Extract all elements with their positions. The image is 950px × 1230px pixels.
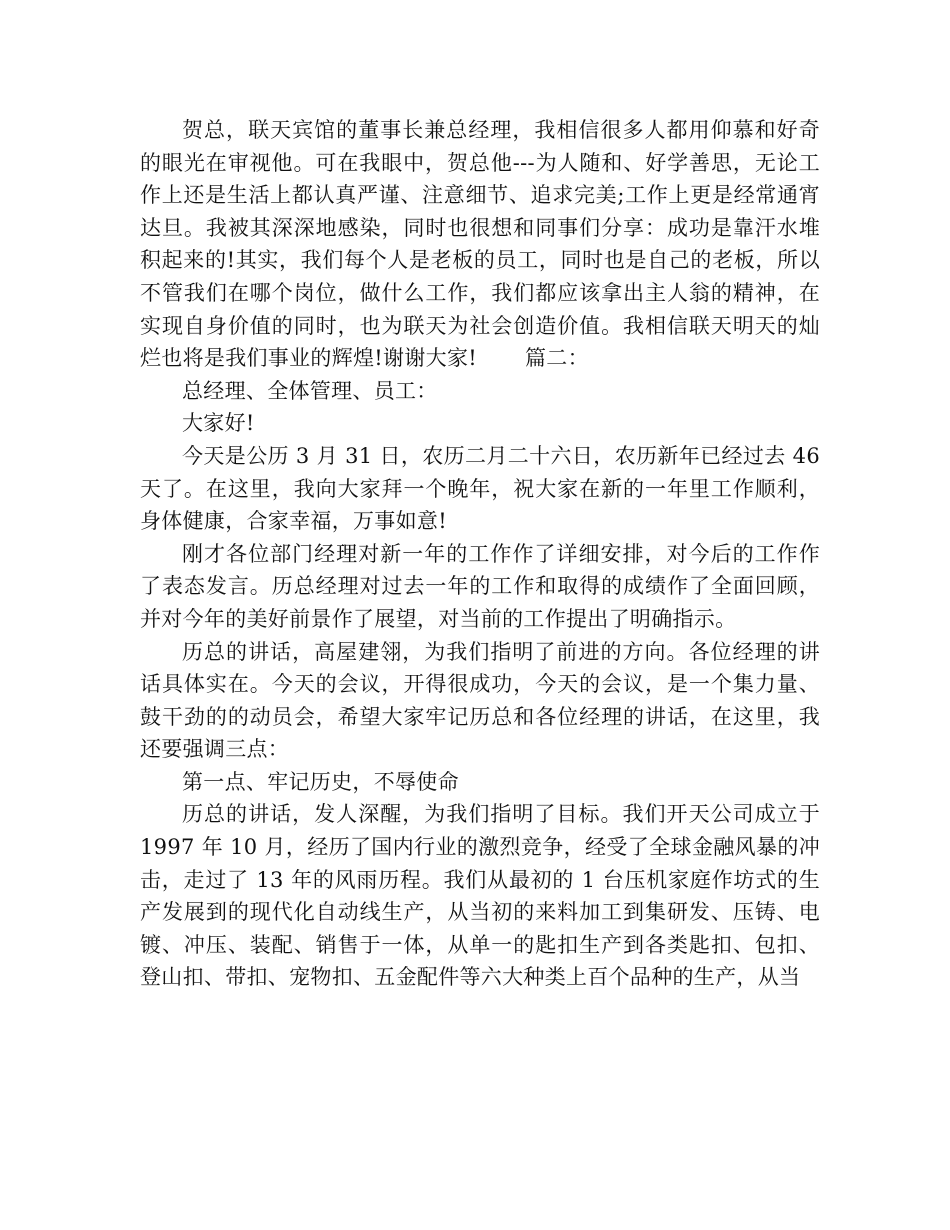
document-body <box>140 114 820 994</box>
paragraph-1-text: 贺总，联天宾馆的董事长兼总经理，我相信很多人都用仰慕和好奇的眼光在审视他。可在我眼中，贺总他---为人随和、好学善思，无论工作上还是生活上都认真严谨、注意细节、追求完美;工作上更是经常通宵达旦。我被其深深地感染，同时也很想和同事们分享：成功是靠汗水堆积起来的!其实，我们每个人是老板的员工，同时也是自己的老板，所以不管我们在哪个岗位，做什么工作，我们都应该拿出主人翁的精神，在实现自身价值的同时，也为联天为社会创造价值。我相信联天明天的灿烂也将是我们事业的辉煌!谢谢大家! <box>140 118 820 371</box>
paragraph-2: 总经理、全体管理、员工： <box>182 378 438 403</box>
paragraph-3: 大家好! <box>182 411 255 436</box>
paragraph-6: 历总的讲话，高屋建翎，为我们指明了前进的方向。各位经理的讲话具体实在。今天的会议，开得很成功，今天的会议，是一个集力量、鼓干劲的的动员会，希望大家牢记历总和各位经理的讲话，在这里，我还要强调三点： <box>140 639 820 762</box>
paragraph-1 <box>140 114 820 375</box>
section-heading-part-two: 篇二： <box>524 346 589 371</box>
paragraph-4: 今天是公历 3 月 31 日，农历二月二十六日，农历新年已经过去 46 天了。在这里，我向大家拜一个晚年，祝大家在新的一年里工作顺利，身体健康，合家幸福，万事如意! <box>140 443 820 534</box>
paragraph-8: 历总的讲话，发人深醒，为我们指明了目标。我们开天公司成立于 1997 年 10 月，经历了国内行业的激烈竞争，经受了全球金融风暴的冲击，走过了 13 年的风雨历程。我们从最初的 1 台压机家庭作坊式的生产发展到的现代化自动线生产，从当初的来料加工到集研发、压铸、电镀、冲压、装配、销售于一体，从单一的匙扣生产到各类匙扣、包扣、登山扣、带扣、宠物扣、五金配件等六大种类上百个品种的生产，从当 <box>140 802 820 990</box>
paragraph-5: 刚才各位部门经理对新一年的工作作了详细安排，对今后的工作作了表态发言。历总经理对过去一年的工作和取得的成绩作了全面回顾，并对今年的美好前景作了展望，对当前的工作提出了明确指示。 <box>140 541 820 631</box>
paragraph-7-heading: 第一点、牢记历史，不辱使命 <box>182 769 459 794</box>
